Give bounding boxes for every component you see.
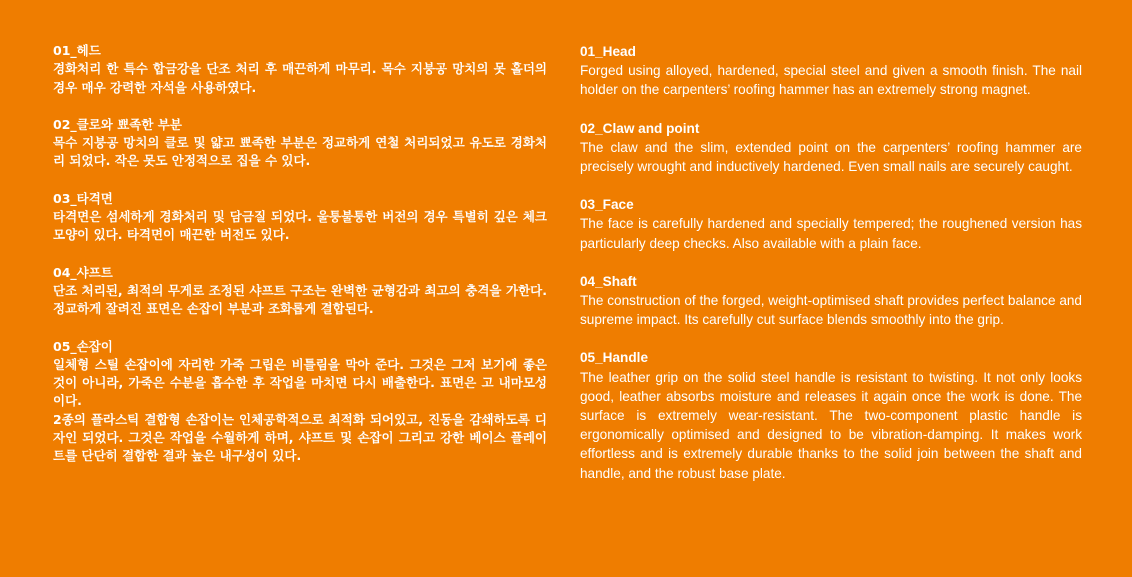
- korean-text-face: 타격면은 섬세하게 경화처리 및 담금질 되었다. 울퉁불퉁한 버전의 경우 특별히 깊은 체크 모양이 있다. 타격면이 매끈한 버전도 있다.: [53, 209, 547, 243]
- korean-heading-face: 03_타격면: [53, 190, 113, 206]
- korean-text-handle-plastic: 2종의 플라스틱 결합형 손잡이는 인체공학적으로 최적화 되어있고, 진동을 감쇄하도록 디자인 되었다. 그것은 작업을 수월하게 하며, 샤프트 및 손잡이 그리고 강한 베이스 플레이트를 단단히 결합한 결과 높은 내구성이 있다.: [53, 411, 547, 464]
- english-column: [580, 42, 1082, 502]
- korean-text-handle-leather: 일체형 스틸 손잡이에 자리한 가죽 그립은 비틀림을 막아 준다. 그것은 그저 보기에 좋은 것이 아니라, 가죽은 수분을 흡수한 후 작업을 마치면 다시 배출한다. 표면은 고 내마모성이다.: [53, 356, 547, 409]
- korean-section-shaft: [53, 264, 547, 319]
- english-heading-shaft: 04_Shaft: [580, 273, 637, 289]
- korean-heading-head: 01_헤드: [53, 43, 101, 58]
- english-heading-claw: 02_Claw and point: [580, 120, 700, 136]
- korean-section-head: [53, 42, 547, 97]
- korean-text-shaft: 단조 처리된, 최적의 무게로 조정된 샤프트 구조는 완벽한 균형감과 최고의 충격을 가한다. 정교하게 잘려진 표면은 손잡이 부분과 조화롭게 결합된다.: [53, 282, 547, 317]
- korean-section-face: [53, 190, 547, 245]
- english-section-handle: [580, 348, 1082, 482]
- english-heading-handle: 05_Handle: [580, 350, 649, 366]
- english-section-head: [580, 42, 1082, 100]
- korean-section-claw: [53, 116, 547, 171]
- english-section-shaft: [580, 272, 1082, 330]
- english-text-claw: The claw and the slim, extended point on the carpenters’ roofing hammer are precisely wrought and inductively hardened. Even small nails are securely caught.: [580, 139, 1082, 175]
- korean-section-handle: [53, 338, 547, 466]
- korean-text-claw: 목수 지붕공 망치의 클로 및 얇고 뾰족한 부분은 정교하게 연철 처리되었고 유도로 경화처리 되었다. 작은 못도 안정적으로 집을 수 있다.: [53, 135, 547, 169]
- english-section-face: [580, 195, 1082, 253]
- english-text-handle: The leather grip on the solid steel handle is resistant to twisting. It not only looks good, leather absorbs moisture and releases it again once the work is done. The surface is extremely wear-resistant. The two-component plastic handle is ergonomically optimised and designed to be vibration-damping. It makes work effortless and is extremely durable thanks to the solid join between the shaft and handle, and the robust base plate.: [580, 369, 1082, 481]
- english-panel: [566, 0, 1132, 577]
- korean-heading-claw: 02_클로와 뾰족한 부분: [53, 116, 182, 132]
- korean-text-head: 경화처리 한 특수 합금강을 단조 처리 후 매끈하게 마무리. 목수 지붕공 망치의 못 홀더의 경우 매우 강력한 자석을 사용하였다.: [53, 61, 547, 95]
- english-text-face: The face is carefully hardened and specially tempered; the roughened version has particularly deep checks. Also available with a plain face.: [580, 216, 1082, 251]
- english-heading-head: 01_Head: [580, 44, 636, 59]
- english-text-shaft: The construction of the forged, weight-optimised shaft provides perfect balance and supreme impact. Its carefully cut surface blends smoothly into the grip.: [580, 293, 1082, 328]
- korean-heading-shaft: 04_샤프트: [53, 264, 113, 280]
- korean-column: [53, 42, 547, 485]
- english-heading-face: 03_Face: [580, 197, 634, 213]
- english-section-claw: [580, 119, 1082, 177]
- korean-heading-handle: 05_손잡이: [53, 338, 113, 354]
- english-text-head: Forged using alloyed, hardened, special steel and given a smooth finish. The nail holder on the carpenters’ roofing hammer has an extremely strong magnet.: [580, 63, 1082, 98]
